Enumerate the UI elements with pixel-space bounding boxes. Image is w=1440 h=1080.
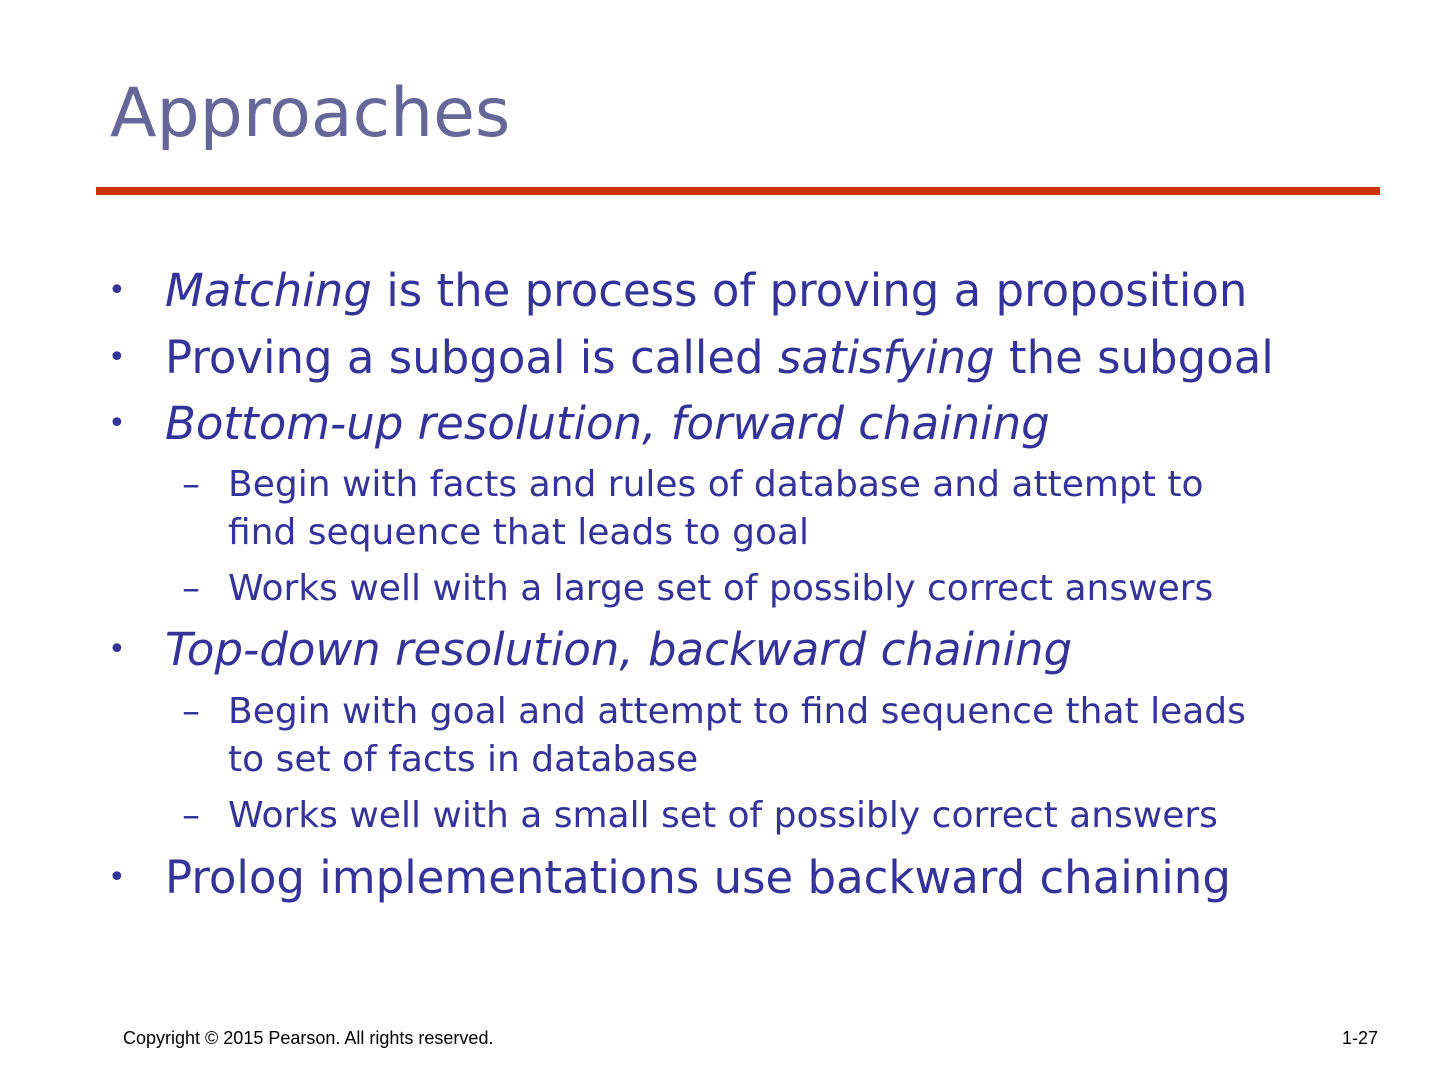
bullet-text: the subgoal xyxy=(994,331,1274,384)
bullet-marker: • xyxy=(108,632,126,667)
sub-bullet-line: Begin with facts and rules of database and attempt to xyxy=(228,464,1204,505)
slide-title: Approaches xyxy=(110,74,511,153)
term-matching: Matching xyxy=(165,264,372,317)
sub-bullet-line: Works well with a small set of possibly correct answers xyxy=(228,795,1218,836)
sub-bullet-line: to set of facts in database xyxy=(228,739,699,780)
bullet-marker: • xyxy=(108,340,126,375)
bullet-marker: • xyxy=(108,406,126,441)
sub-bullet-line: Begin with goal and attempt to find sequence that leads xyxy=(228,691,1246,732)
bullet-item: Bottom-up resolution, forward chaining xyxy=(165,397,1050,450)
bullet-item: Top-down resolution, backward chaining xyxy=(165,623,1073,676)
bullet-marker: • xyxy=(108,273,126,308)
sub-bullet-line: Works well with a large set of possibly correct answers xyxy=(228,568,1214,609)
bullet-text: is the process of proving a proposition xyxy=(371,264,1248,317)
term-satisfying: satisfying xyxy=(777,331,995,384)
bullet-marker: • xyxy=(108,860,126,895)
copyright-notice: Copyright © 2015 Pearson. All rights reserved. xyxy=(123,1028,494,1048)
sub-bullet-marker: – xyxy=(182,464,200,505)
sub-bullet-line: find sequence that leads to goal xyxy=(228,512,810,553)
sub-bullet-marker: – xyxy=(182,691,200,732)
page-number: 1-27 xyxy=(1341,1028,1378,1048)
sub-bullet-marker: – xyxy=(182,795,200,836)
bullet-item xyxy=(165,330,1274,386)
bullet-text: Proving a subgoal is called xyxy=(165,331,778,384)
sub-bullet-marker: – xyxy=(182,568,200,609)
bullet-item: Prolog implementations use backward chaining xyxy=(165,851,1231,904)
bullet-item xyxy=(165,263,1247,319)
